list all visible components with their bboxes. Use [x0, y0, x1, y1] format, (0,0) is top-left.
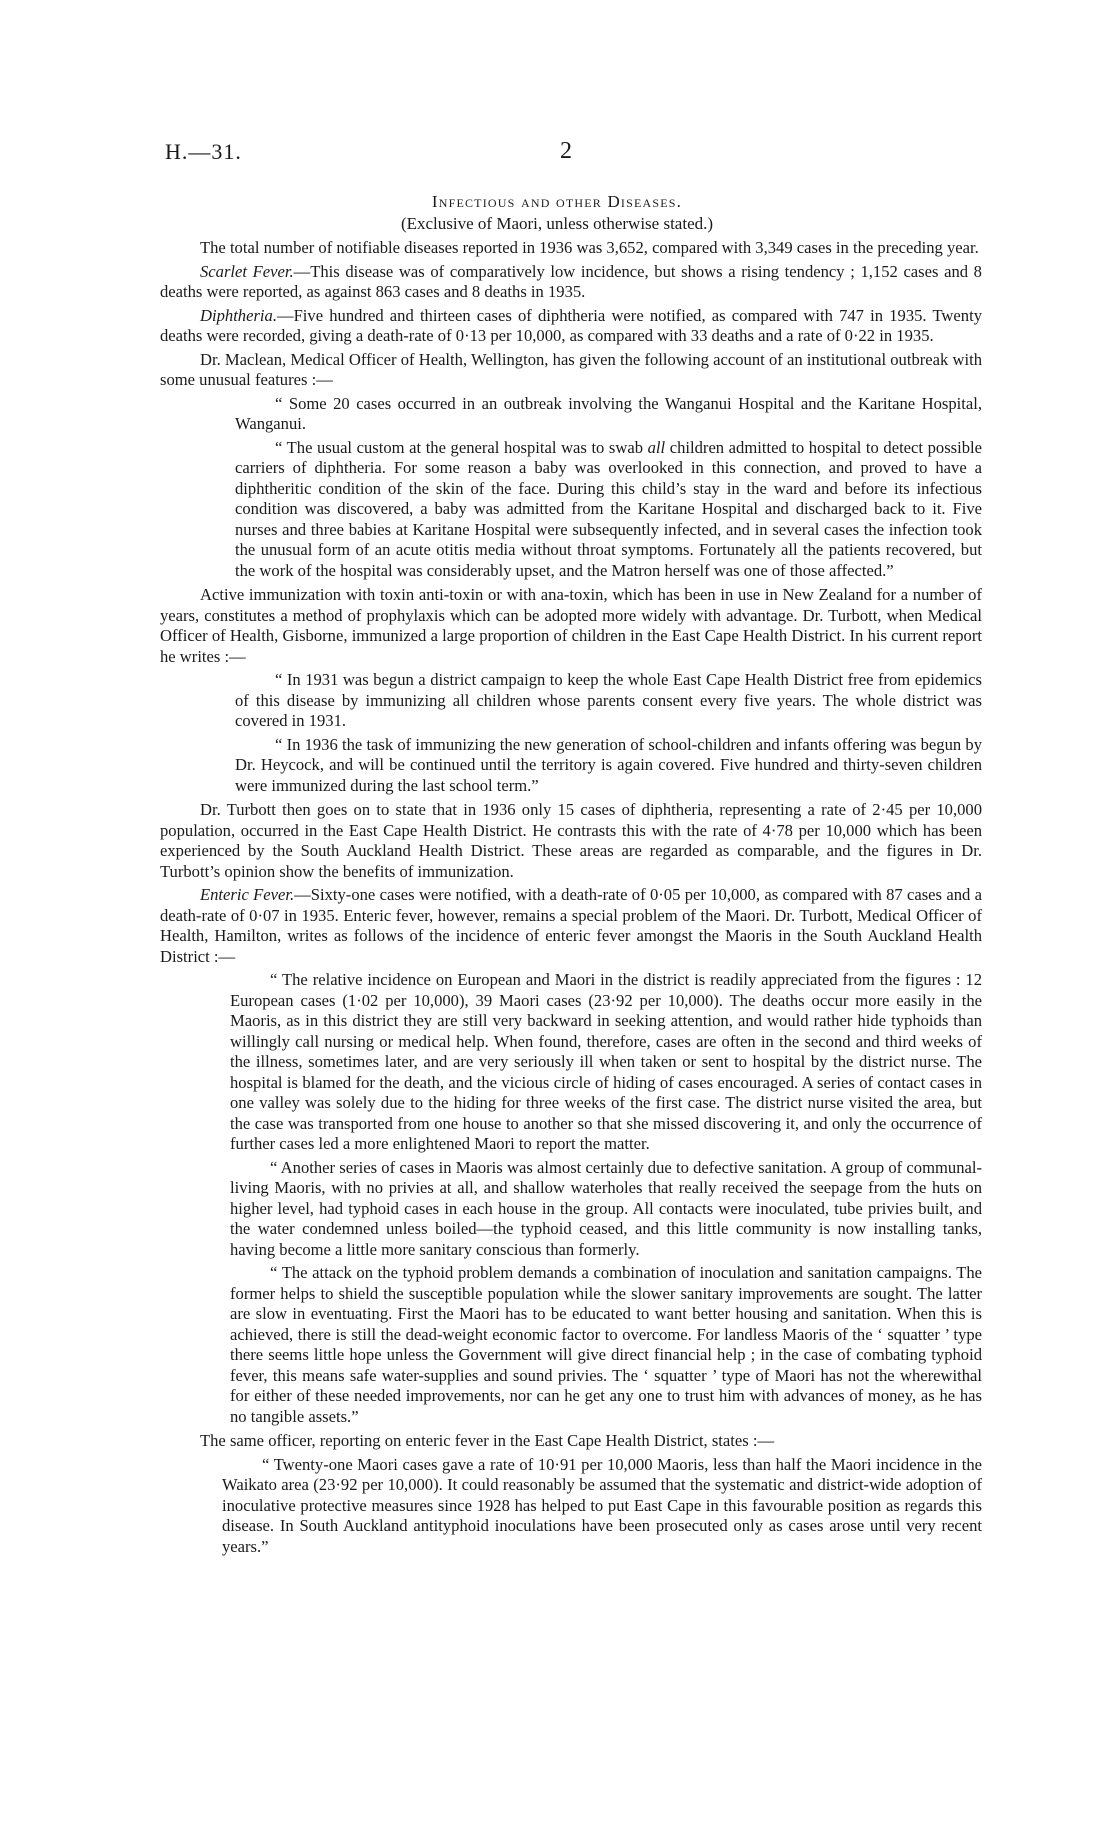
quote-defective-sanitation: “ Another series of cases in Maoris was almost certainly due to defective sanitation. A group of communal-living Maoris, with no privies at all, and shallow waterholes that really received the seepage from the huts on higher level, had typhoid cases in each house in the group. All contacts were inoculated, tube privies built, and the water condemned unless boiled—the typhoid ceased, and this little community is now installing tanks, having become a little more sanitary conscious than formerly.: [230, 1157, 982, 1259]
quote-relative-incidence: “ The relative incidence on European and Maori in the district is readily appreciated from the figures : 12 European cases (1·02 per 10,000), 39 Maori cases (23·92 per 10,000). The deaths occur more easily in the Maoris, as in this district they are still very backward in seeking attention, and would rather hide typhoids than willingly call nursing or medical help. When found, therefore, cases are often in the second and third weeks of the illness, sometimes later, and are very seriously ill when taken or sent to hospital by the district nurse. The hospital is blamed for the death, and the vicious circle of hiding of cases encouraged. A series of contact cases in one valley was solely due to the hiding for three weeks of the first case. The district nurse visited the area, but the case was transported from one house to another so that she missed discovering it, and only the occurrence of further cases led a more enlightened Maori to report the matter.: [230, 970, 982, 1153]
scarlet-fever-text: —This disease was of comparatively low incidence, but shows a rising tendency ; 1,152 cases and 8 deaths were reported, as against 863 cases and 8 deaths in 1935.: [160, 261, 982, 301]
paragraph-total-diseases: The total number of notifiable diseases reported in 1936 was 3,652, compared with 3,349 cases in the preceding year.: [200, 238, 979, 257]
quote-hospital-swab-a: “ The usual custom at the general hospital was to swab: [275, 437, 648, 457]
enteric-fever-heading: Enteric Fever.: [200, 885, 295, 904]
document-reference: H.—31.: [165, 139, 242, 164]
diphtheria-text: —Five hundred and thirteen cases of diphtheria were notified, as compared with 747 in 1935. Twenty deaths were recorded, giving a death-rate of 0·13 per 10,000, as compared with 33 deaths and a rate of 0·22 in 1935.: [160, 305, 982, 345]
page-number: 2: [560, 138, 572, 164]
enteric-fever-text: —Sixty-one cases were notified, with a death-rate of 0·05 per 10,000, as compared with 87 cases and a death-rate of 0·07 in 1935. Enteric fever, however, remains a special problem of the Maori. Dr. Turbott, Medical Officer of Health, Hamilton, writes as follows of the incidence of enteric fever amongst the Maoris in the South Auckland Health District :—: [160, 885, 982, 966]
paragraph-east-cape-enteric: The same officer, reporting on enteric fever in the East Cape Health District, states :—: [200, 1431, 775, 1450]
scarlet-fever-heading: Scarlet Fever.: [200, 261, 294, 281]
quote-maori-cases-rate: “ Twenty-one Maori cases gave a rate of 10·91 per 10,000 Maoris, less than half the Maori incidence in the Waikato area (23·92 per 10,000). It could reasonably be assumed that the systematic and district-wide adoption of inoculative protective measures since 1928 has helped to put East Cape in this favourable position as regards this disease. In South Auckland antityphoid inoculations have been prosecuted only as cases arose until very recent years.”: [222, 1454, 982, 1556]
section-title: Infectious and other Diseases.: [431, 192, 683, 211]
quote-hospital-swab: [235, 438, 982, 582]
paragraph-diphtheria: [160, 306, 982, 347]
diphtheria-heading: Diphtheria.: [200, 305, 277, 325]
paragraph-enteric-fever: [160, 885, 982, 967]
quote-hospital-swab-emphasis: all: [647, 437, 666, 457]
quote-campaign-1936: “ In 1936 the task of immunizing the new generation of school-children and infants offering was begun by Dr. Heycock, and will be continued until the territory is again covered. Five hundred and thirty-seven children were immunized during the last school term.”: [235, 734, 982, 795]
quote-wanganui-outbreak: “ Some 20 cases occurred in an outbreak involving the Wanganui Hospital and the Karitane Hospital, Wanganui.: [235, 393, 982, 433]
quote-hospital-swab-b: children admitted to hospital to detect possible carriers of diphtheria. For some reason a baby was overlooked in this connection, and proved to have a diphtheritic condition of the skin of the face. During this child’s stay in the ward and before its infectious condition was discovered, a baby was admitted from the Karitane Hospital and discharged back to it. Five nurses and three babies at Karitane Hospital were subsequently infected, and in several cases the infection took the unusual form of an acute otitis media without throat symptoms. Fortunately all the patients recovered, but the work of the hospital was considerably upset, and the Matron herself was one of those affected.”: [235, 437, 982, 580]
section-subtitle: (Exclusive of Maori, unless otherwise stated.): [400, 214, 714, 233]
quote-campaign-1931: “ In 1931 was begun a district campaign to keep the whole East Cape Health District free from epidemics of this disease by immunizing all children whose parents consent every five years. The whole district was covered in 1931.: [235, 670, 982, 730]
paragraph-active-immunization: Active immunization with toxin anti-toxin or with ana-toxin, which has been in use in New Zealand for a number of years, constitutes a method of prophylaxis which can be adopted more widely with advantage. Dr. Turbott, when Medical Officer of Health, Gisborne, immunized a large proportion of children in the East Cape Health District. In his current report he writes :—: [160, 585, 982, 666]
quote-typhoid-problem: “ The attack on the typhoid problem demands a combination of inoculation and sanitation campaigns. The former helps to shield the susceptible population while the slower sanitary improvements are sought. The latter are slow in eventuating. First the Maori has to be educated to want better housing and sanitation. When this is achieved, there is still the dead-weight economic factor to overcome. For landless Maoris of the ‘ squatter ’ type there seems little hope unless the Government will give direct financial help ; in the case of combating typhoid fever, this means safe water-supplies and sound privies. The ‘ squatter ’ type of Maori has not the wherewithal for either of these needed improvements, nor can he get any one to trust him with advances of money, as he has no tangible assets.”: [230, 1263, 982, 1426]
paragraph-maclean-intro: Dr. Maclean, Medical Officer of Health, Wellington, has given the following account of an institutional outbreak with some unusual features :—: [160, 349, 982, 389]
paragraph-scarlet-fever: [160, 262, 982, 303]
paragraph-turbott-figures: Dr. Turbott then goes on to state that in 1936 only 15 cases of diphtheria, representing a rate of 2·45 per 10,000 population, occurred in the East Cape Health District. He contrasts this with the rate of 4·78 per 10,000 which has been experienced by the South Auckland Health District. These areas are regarded as comparable, and the figures in Dr. Turbott’s opinion show the benefits of immunization.: [160, 800, 982, 881]
document-body: [160, 238, 982, 1560]
